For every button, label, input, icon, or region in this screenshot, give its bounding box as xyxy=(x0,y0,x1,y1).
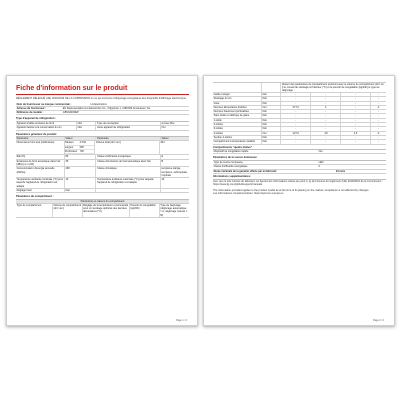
param-value: 10 xyxy=(65,178,97,188)
compartment-table xyxy=(213,93,386,145)
fridge-type-label-2: Type de conception xyxy=(96,122,160,125)
page-title: Fiche d'information sur le produit xyxy=(16,85,128,92)
compartment-type: Denrées hautement périssables xyxy=(213,110,262,113)
param-value: 299 xyxy=(65,167,97,177)
param-value-2: E xyxy=(161,155,164,159)
address-value: EU Representative (LG Electronics Inc., Krijgsman 1, 1186 DM Amstelveen, NL xyxy=(62,106,151,110)
fridge-type-table xyxy=(16,122,189,131)
fast-freeze-value: Oui xyxy=(318,150,323,154)
compartment-defrost: - xyxy=(378,123,379,127)
compartment-row xyxy=(213,140,386,144)
four-star-heading: Compartiments "quatre étoiles" xyxy=(213,146,386,151)
warranty-row xyxy=(213,170,386,174)
compartment-note: Absent des paramètres du compartiment (oui/non) avec le volume du compartiment (dm³ ou l) le conseil de stockage à l'intérieur (°C) et le pouvoir de congélation (kg/24h) le type de dégivrage xyxy=(281,83,384,92)
model-value: GBV3200DEP xyxy=(62,111,79,115)
param-name-2: Classe climatique : xyxy=(96,167,160,177)
general-params-row xyxy=(16,178,189,189)
compartment-freeze: - xyxy=(341,97,371,100)
light-source-heading: Paramètres de la source lumineuse: xyxy=(213,156,386,161)
comp-head-temp: Réglage de la température recommandé pour un stockage optimisé des denrées alimentaires (°C) xyxy=(83,204,130,216)
fridge-type-value: Non xyxy=(77,122,96,125)
dimension-name: Hauteur xyxy=(64,141,74,145)
header-param-2: Paramètre xyxy=(96,137,160,140)
compartment-temp: 4 xyxy=(311,106,341,109)
compartment-temp: - xyxy=(311,136,341,139)
param-value: 35 xyxy=(65,160,97,167)
compartment-defrost: - xyxy=(378,93,379,96)
param-value-2 xyxy=(161,189,189,192)
fast-freeze-label: Dispositif de congélation rapide xyxy=(213,150,249,154)
dimension-value: 700 xyxy=(79,150,84,154)
compartment-volume: - xyxy=(281,140,311,143)
param-name-2: Classe d'émissions de bruit acoustique dans l'air xyxy=(96,160,160,167)
compartment-volume: - xyxy=(281,127,311,130)
compartment-temp: - xyxy=(311,97,341,100)
compartment-freeze: - xyxy=(341,127,371,130)
fridge-type-value: Non xyxy=(77,126,96,129)
param-name-2 xyxy=(96,189,160,192)
compartment-volume: - xyxy=(281,119,311,122)
compartment-freeze: - xyxy=(341,136,371,139)
extra-info-heading: Informations supplémentaires: xyxy=(213,175,386,180)
compartment-subheading-text: Paramètres et valeurs du compartiment xyxy=(80,199,125,203)
compartment-freeze: - xyxy=(341,110,371,113)
compartment-defrost: - xyxy=(378,114,379,118)
param-value-2: 43 xyxy=(161,178,165,182)
comp-head-volume: Volume du compartiment (dm³ ou l) xyxy=(53,204,83,216)
page-number: Page 1 / 2 xyxy=(176,319,187,322)
fridge-type-label-2: Autre appareil de réfrigération xyxy=(96,126,160,129)
compartment-freeze: 4,5 xyxy=(341,132,371,135)
compartment-type: Section 2 étoiles xyxy=(213,136,262,139)
param-name: IEE (%) xyxy=(16,155,65,158)
param-value-2: tempérée élargie, tempérée, subtropicale, tropicale xyxy=(161,167,188,177)
compartment-freeze: - xyxy=(341,114,371,117)
compartment-freeze: - xyxy=(341,140,371,143)
param-name: Consommation d'énergie annuelle (kWh/a) xyxy=(16,167,65,177)
warranty-label: Durée minimale de la garantie offerte par le fabricant: xyxy=(213,169,277,173)
fridge-type-heading: Type d'appareil de réfrigération : xyxy=(16,117,189,122)
light-source-label: Type de source lumineuse xyxy=(213,161,243,165)
param-name-2: Volume total (dm³ ou l) xyxy=(95,141,159,154)
fridge-type-row xyxy=(16,126,189,130)
param-name-2: Classe d'efficacité énergétique xyxy=(96,155,160,158)
compartment-freeze: - xyxy=(341,106,371,109)
compartment-volume: - xyxy=(281,136,311,139)
extra-info-text: Lien vers le site internet du fabricant, où figurent les informations visées au point 4, a) de l'annexe du règlement (UE) 2019/2019 de la Commission : https://www.lg.com/global/support/manuals xyxy=(213,179,383,187)
comp-head-type: Type de compartiment xyxy=(16,204,53,216)
blank-head xyxy=(213,83,262,92)
fridge-type-value-2: Oui xyxy=(161,126,166,130)
comp-head-freeze: Pouvoir de congélation (kg/24h) xyxy=(130,204,160,216)
note-1: The information provided applies to the product model as at the time of its placing on the market; compliance is not affected by changes. xyxy=(213,188,370,192)
compartment-type: Cave xyxy=(213,102,262,105)
param-name: Dimensions hors tout (millimètres) xyxy=(16,141,65,154)
compartment-volume: 127,0 xyxy=(281,132,311,135)
param-value: Non xyxy=(65,189,97,192)
header-param: Paramètre xyxy=(16,137,65,140)
compartment-volume: 277,0 xyxy=(281,106,311,109)
light-source-label: Classe d'efficacité énergétique xyxy=(213,165,248,169)
compartment-defrost: - xyxy=(378,101,379,105)
compartment-defrost: - xyxy=(378,110,379,114)
compartment-type: Garde-manger xyxy=(213,93,262,96)
compartment-type: Sans étoile ou fabrique de glace xyxy=(213,114,262,117)
dimension-subrow xyxy=(65,150,94,154)
compartment-present: Non xyxy=(262,93,281,96)
address-label: Adresse du fournisseur : xyxy=(16,106,47,110)
note-2: Les informations complémentaires: https://eprel.ec.europa.eu xyxy=(213,192,284,196)
compartment-temp: - xyxy=(311,119,341,122)
compartment-type: Stockage du vin xyxy=(213,97,262,100)
model-label: Référence du modèle : xyxy=(16,111,44,115)
compartment-present: Non xyxy=(262,123,281,126)
compartment-freeze: - xyxy=(341,119,371,122)
compartment-type: 2 étoiles xyxy=(213,123,262,126)
compartment-defrost: - xyxy=(378,127,379,131)
compartment-volume: - xyxy=(281,93,311,96)
compartment-volume: - xyxy=(281,114,311,117)
compartment-present: Non xyxy=(262,102,281,105)
compartment-temp: -18 xyxy=(311,132,341,135)
general-params-row xyxy=(16,160,189,168)
regulation-text: RÈGLEMENT DÉLÉGUÉ (UE) 2019/2016 DE LA COMMISSION en ce qui concerne l'étiquetage énergétique des dispositifs d'affichage électronique xyxy=(16,97,187,100)
compartment-freeze: - xyxy=(341,93,371,96)
header-value: Valeur xyxy=(65,137,97,140)
compartment-type: 1 étoile xyxy=(213,119,262,122)
page-number: Page 2 / 2 xyxy=(373,319,384,322)
param-value-2: B xyxy=(161,159,164,163)
compartment-freeze: - xyxy=(341,102,371,105)
compartment-present: Non xyxy=(262,110,281,113)
compartment-volume: - xyxy=(281,110,311,113)
document-page-1 xyxy=(6,75,198,326)
compartment-present: Non xyxy=(262,136,281,139)
compartment-temp: - xyxy=(311,123,341,126)
compartment-temp: - xyxy=(311,114,341,117)
model-row xyxy=(16,111,189,115)
document-page-2 xyxy=(203,75,395,326)
compartment-temp: - xyxy=(311,127,341,130)
compartment-present: Oui xyxy=(262,132,281,135)
compartment-present: Non xyxy=(262,97,281,100)
general-params-row xyxy=(16,189,189,193)
compartment-freeze: - xyxy=(341,123,371,126)
param-name: Température ambiante minimale (°C) pour laquelle l'appareil de réfrigération est adapté xyxy=(16,178,64,188)
light-source-value: LED xyxy=(318,161,324,165)
light-source-value: F xyxy=(318,165,321,169)
compartment-type: Compartiment à température variable xyxy=(213,140,262,143)
compartment-temp: - xyxy=(311,102,341,105)
param-value-2: 404 xyxy=(160,141,165,145)
fast-freeze-row xyxy=(213,150,386,154)
compartment-defrost: - xyxy=(378,135,379,139)
compartment-present: Non xyxy=(262,119,281,122)
compartment-volume: - xyxy=(281,102,311,105)
compartment-defrost: A xyxy=(377,105,380,109)
compartment-temp: - xyxy=(311,93,341,96)
compartment-defrost: - xyxy=(378,140,379,144)
light-source-table xyxy=(213,161,386,170)
dimension-value: 595 xyxy=(79,145,84,149)
param-name-2: Température ambiante maximale (°C) pour laquelle l'appareil de réfrigération est adapté xyxy=(96,178,160,188)
dimension-value: 2 030 xyxy=(79,141,86,145)
general-params-row xyxy=(16,167,189,178)
compartment-defrost: - xyxy=(378,118,379,122)
supplier-label: Nom du fournisseur ou marque commerciale : xyxy=(16,102,72,106)
fridge-type-label: Appareil à faible émission de bruit xyxy=(16,122,77,125)
warranty-value: 24 mois xyxy=(335,169,346,173)
comp-head-defrost: Type de dégivrage (dégivrage automatique = A, dégivrage manuel = M) xyxy=(160,204,188,217)
param-value: 80 xyxy=(65,155,97,158)
compartment-type: 3 étoiles xyxy=(213,127,262,130)
general-params-row xyxy=(16,141,189,155)
compartment-temp: - xyxy=(311,110,341,113)
param-name: Réglage hiver xyxy=(16,189,65,192)
compartment-header xyxy=(16,204,189,217)
header-value-2: Valeur xyxy=(161,137,169,141)
compartment-volume: - xyxy=(281,97,311,100)
compartment-volume: - xyxy=(281,123,311,126)
compartment-heading: Paramètres du compartiment : xyxy=(16,195,189,200)
compartment-present: Non xyxy=(262,127,281,130)
compartment-defrost: - xyxy=(378,97,379,101)
compartment-present: Non xyxy=(262,114,281,117)
compartment-present: Oui xyxy=(262,106,281,109)
dimension-subtable xyxy=(65,141,95,154)
supplier-value: LG Electronics xyxy=(90,102,107,106)
general-params-heading: Paramètres généraux du produit: xyxy=(16,133,189,138)
title-rule xyxy=(16,94,189,95)
fridge-type-value-2: à pose libre xyxy=(161,121,175,125)
compartment-type: 4 étoiles xyxy=(213,132,262,135)
compartment-present: Non xyxy=(262,140,281,143)
compartment-header-p2 xyxy=(213,82,386,93)
dimension-name: Largeur xyxy=(64,145,74,149)
compartment-defrost: A xyxy=(377,131,380,135)
general-params-table xyxy=(16,141,189,193)
fridge-type-label: Appareil destiné à la conservation du vin xyxy=(16,126,77,129)
compartment-type: Denrées alimentaires fraîches xyxy=(213,106,262,109)
supplier-block xyxy=(16,103,189,116)
compartment-temp: - xyxy=(311,140,341,143)
dimension-name: Profondeur xyxy=(64,150,78,154)
blank-head-2 xyxy=(262,83,281,92)
param-name: Émissions de bruit acoustique dans l'air [dB(A) re 1 pW] xyxy=(16,160,65,167)
